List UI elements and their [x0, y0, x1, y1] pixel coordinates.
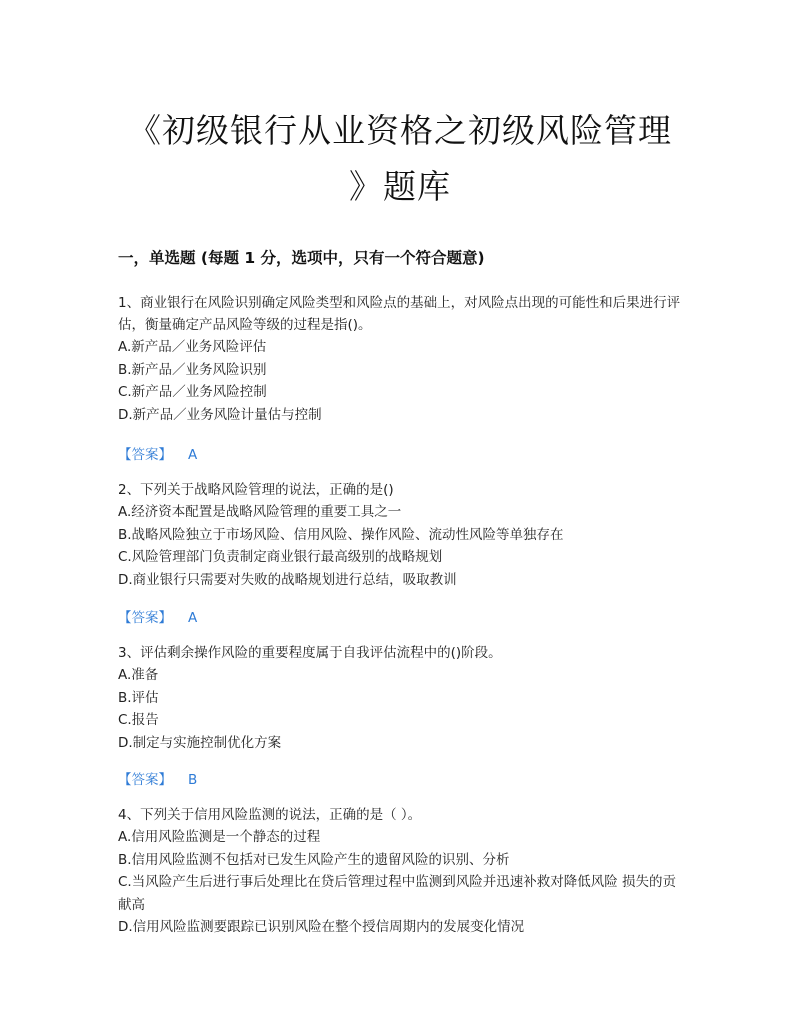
- question-option-b: B.评估: [118, 689, 159, 706]
- question-option-b: B.新产品／业务风险识别: [118, 361, 267, 378]
- answer-value: A: [188, 610, 198, 626]
- answer-label: 【答案】: [118, 447, 172, 463]
- answer-2: [118, 606, 197, 626]
- question-option-c: C.报告: [118, 712, 159, 728]
- question-stem: 4、下列关于信用风险监测的说法，正确的是（ ）。: [118, 807, 422, 823]
- question-option-d: D.商业银行只需要对失败的战略规划进行总结，吸取教训: [118, 571, 457, 588]
- answer-1: [118, 443, 197, 463]
- question-option-a: A.新产品／业务风险评估: [118, 339, 267, 355]
- question-stem: 1、商业银行在风险识别确定风险类型和风险点的基础上，对风险点出现的可能性和后果进行评估，衡量确定产品风险等级的过程是指()。: [118, 295, 681, 333]
- document-title-line-1: 《初级银行从业资格之初级风险管理: [128, 111, 672, 150]
- answer-value: B: [188, 772, 198, 788]
- answer-label: 【答案】: [118, 772, 172, 788]
- question-3: [118, 642, 688, 754]
- question-2: [118, 479, 688, 591]
- question-option-c: C.风险管理部门负责制定商业银行最高级别的战略规划: [118, 549, 443, 565]
- question-option-a: A.经济资本配置是战略风险管理的重要工具之一: [118, 504, 402, 520]
- answer-label: 【答案】: [118, 610, 172, 626]
- question-option-c: C.新产品／业务风险控制: [118, 384, 267, 400]
- question-option-d: D.制定与实施控制优化方案: [118, 734, 282, 751]
- document-title: [100, 103, 700, 215]
- question-1: [118, 292, 688, 426]
- answer-value: A: [188, 447, 198, 463]
- question-stem: 3、评估剩余操作风险的重要程度属于自我评估流程中的()阶段。: [118, 645, 502, 661]
- question-4: [118, 804, 688, 939]
- question-option-a: A.信用风险监测是一个静态的过程: [118, 829, 321, 845]
- question-option-d: D.新产品／业务风险计量估与控制: [118, 406, 322, 423]
- question-option-a: A.准备: [118, 667, 159, 683]
- question-option-c: C.当风险产生后进行事后处理比在贷后管理过程中监测到风险并迅速补救对降低风险 损失的贡献高: [118, 874, 677, 913]
- document-title-line-2: 》题库: [349, 167, 451, 206]
- question-stem: 2、下列关于战略风险管理的说法，正确的是(): [118, 482, 394, 498]
- question-option-d: D.信用风险监测要跟踪已识别风险在整个授信周期内的发展变化情况: [118, 919, 525, 935]
- question-option-b: B.战略风险独立于市场风险、信用风险、操作风险、流动性风险等单独存在: [118, 526, 564, 543]
- section-heading: 一，单选题 (每题 1 分，选项中，只有一个符合题意): [118, 249, 485, 267]
- answer-3: [118, 768, 197, 788]
- question-option-b: B.信用风险监测不包括对已发生风险产生的遗留风险的识别、分析: [118, 851, 510, 868]
